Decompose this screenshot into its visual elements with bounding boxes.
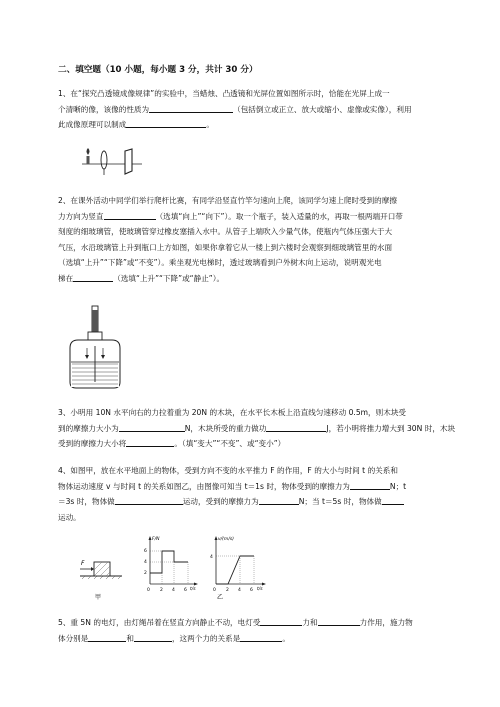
q1-text: （包括倒立或正立、放大或缩小、虚像或实像），利用 [233,104,412,114]
y-tick-label: 4 [144,560,147,565]
candle-icon [87,156,90,164]
answer-blank[interactable] [104,210,156,220]
q1-line-3 [58,117,456,133]
q4-text: N；t [389,481,407,491]
convex-lens-icon [101,151,107,169]
y-tick-label: 4 [210,555,213,560]
q3-line-3 [58,436,456,452]
q3-text: J，若小明将推力增大到 30N 时，木块 [326,423,456,433]
q4-line-3 [58,494,456,510]
q5-text: 体分别是 [58,633,89,643]
q2-line-5: （选填“上升”“下降”或“不变”）。乘坐观光电梯时，透过玻璃看到户外树木向上运动，说明观光电 [58,258,382,267]
question-4 [58,463,456,525]
q2-line-3: 刻度的细玻璃管，使玻璃管穿过橡皮塞插入水中。从管子上端吹入少量气体，使瓶内气体压强大于大 [58,227,393,236]
x-axis-label: t/s [190,587,196,592]
answer-blank[interactable] [259,495,299,505]
question-2 [58,193,456,286]
answer-blank[interactable] [119,422,185,432]
q2-line-6 [58,271,456,287]
q2-text: （选填“上升”“下降”或“静止”）。 [113,273,225,283]
q1-line-2 [58,102,456,118]
answer-blank[interactable] [350,480,390,490]
answer-blank[interactable] [260,616,302,626]
axis-arrow-icon [194,583,198,586]
answer-blank[interactable] [73,272,113,282]
answer-blank[interactable] [266,422,326,432]
x-axis-label: t/s [257,587,263,592]
x-tick-label: 4 [172,588,175,593]
graph-velocity-time [210,536,266,601]
graph-force-time [144,536,198,593]
q3-text: 到的摩擦力大小为 [58,423,119,433]
q2-line-2 [58,209,456,225]
q1-text: 个清晰的像，该像的性质为 [58,104,150,114]
q3-text: N，木块所受的重力做功 [184,423,267,433]
q4-text: N；当 t＝5s 时，物体做 [298,497,382,506]
x-tick-label: 6 [250,588,253,593]
y-axis-label: v/(m/s) [218,537,234,542]
q1-text: 此成像原理可以制成 [58,120,127,129]
q5-text: ，这两个力的关系是 [171,633,241,643]
q5-text: 和 [126,633,134,643]
x-tick-label: 2 [226,588,229,593]
q3-text: 。（填“变大”“不变”、或“变小”） [174,439,286,448]
q4-text: 物体运动速度 v 与时间 t 的关系如图乙，由图像可知当 t＝1s 时，物体受到的摩擦力为 [58,481,350,491]
answer-blank[interactable] [318,616,360,626]
bottle-tube-figure [66,302,132,392]
y-tick-label: 2 [144,571,147,576]
q2-text: 梯在 [58,273,74,283]
question-5 [58,615,456,646]
q5-text: 力和 [302,618,318,627]
q2-text: （选填“向上”“向下”）。取一个瓶子，装入适量的水，再取一根两端开口带 [155,211,403,221]
q2-line-4: 气压，水沿玻璃管上升到瓶口上方如图，如果你拿着它从一楼上到六楼时会观察到细玻璃管里的水面 [58,242,393,252]
q2-text: 力方向为竖直 [58,211,104,221]
y-tick-label: 6 [144,549,147,554]
answer-blank[interactable] [149,103,233,113]
guide-lines [216,556,254,584]
q4-line-2 [58,479,456,495]
answer-blank[interactable] [240,632,282,642]
answer-blank[interactable] [126,118,206,128]
q4-line-4: 运动。 [58,512,81,522]
q3-text: 受到的摩擦力大小将 [58,439,127,448]
answer-blank[interactable] [382,495,404,505]
q1-line-1: 1、在“探究凸透镜成像规律”的实验中，当蜡烛、凸透镜和光屏位置如图所示时，恰能在光屏上成一 [58,89,390,98]
q3-line-1: 3、小明用 10N 水平向右的力拉着重为 20N 的木块，在水平长木板上沿直线匀速移动 0.5m，则木块受 [58,408,407,417]
y-axis-label: F/N [152,537,160,542]
question-3 [58,405,456,452]
q1-text: 。 [206,120,214,129]
velocity-line [216,556,254,584]
x-tick-label: 2 [160,588,163,593]
figure-jia [80,560,122,601]
q5-line-2 [58,631,456,647]
x-tick-label: 0 [147,588,150,593]
rubber-stopper-icon [88,332,102,340]
q2-line-1: 2、在课外活动中同学们举行爬杆比赛，有同学沿竖直竹竿匀速向上爬，该同学匀速上爬时受到的摩擦 [58,196,397,205]
ground-hatching [82,576,121,579]
push-force-label: F [81,560,85,567]
q5-text: 5、重 5N 的电灯，由灯绳吊着在竖直方向静止不动，电灯受 [58,618,261,627]
q4-text: 运动，受到的摩擦力为 [182,497,259,506]
answer-blank[interactable] [134,632,172,642]
q4-figures [66,532,276,604]
x-tick-label: 4 [238,588,241,593]
q3-line-2 [58,421,456,437]
q4-line-1: 4、如图甲，放在水平地面上的物体，受到方向不变的水平推力 F 的作用，F 的大小与时间 t 的关系和 [58,466,398,475]
q4-text: ＝3s 时，物体做 [58,497,115,506]
q5-text: 。 [282,633,290,643]
x-tick-label: 6 [184,588,187,593]
answer-blank[interactable] [115,495,183,505]
q5-text: 力作用，施力物 [359,618,413,627]
figure-label-yi: 乙 [217,594,224,601]
q5-line-1 [58,615,456,631]
answer-blank[interactable] [88,632,126,642]
light-screen-icon [125,149,132,174]
section-title: 二、填空题（10 小题，每小题 3 分，共计 30 分） [58,65,258,75]
figure-label-jia: 甲 [95,594,102,601]
question-1 [58,86,456,133]
answer-blank[interactable] [126,437,174,447]
x-tick-label: 0 [213,588,216,593]
candle-flame-icon [87,148,90,155]
axis-arrow-icon [262,583,266,586]
guide-lines [150,551,188,584]
lens-experiment-figure [80,147,150,177]
